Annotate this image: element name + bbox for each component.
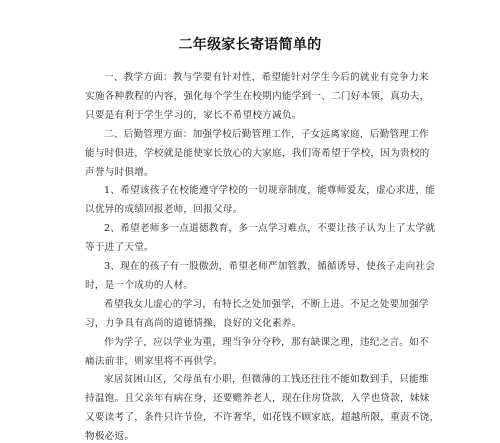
paragraph-line: 习，力争具有高尚的道德情操，良好的文化素养。: [85, 317, 302, 329]
paragraph-line: 希望我女儿虚心的学习，有特长之处加强学，不断上进。不足之处要加强学: [104, 298, 429, 310]
paragraph-line: 二、后勤管理方面：加强学校后勤管理工作，子女远离家庭，后勤管理工作: [104, 128, 429, 140]
paragraph-line: 作为学子，应以学业为重，理当争分夺秒，那有缺课之理，违纪之言。如不: [104, 336, 429, 348]
paragraph-line: 持温饱。且父亲年有病在身，还要赡养老人，现在住房贷款，入学也贷款，妹妹: [85, 393, 430, 405]
paragraph-line: 痛法前非，则家里将不再供学。: [85, 355, 223, 367]
paragraph-line: 声誉与时俱增。: [85, 166, 154, 178]
paragraph-line: 2、希望老师多一点道德教育，多一点学习难点，不要让孩子认为上了大学就: [104, 223, 436, 235]
paragraph-line: 等于进了天堂。: [85, 242, 154, 254]
paragraph-line: 物极必返。: [85, 431, 135, 443]
paragraph-line: 实施各种教程的内容，强化每个学生在校期内能学到一、二门好本领，真功夫，: [85, 90, 430, 102]
paragraph-line: 只要是有利于学生学习的，家长不希望校方减负。: [85, 109, 302, 121]
paragraph-line: 1、希望该孩子在校能遵守学校的一切规章制度，能尊师爱友，虚心求进，能: [104, 185, 436, 197]
paragraph-line: 又要读考了，条件只许节俭，不许奢华，如花钱不顾家底，超越所限，重责不饶，: [85, 412, 440, 424]
paragraph-line: 以优异的成绩回报老师，回报父母。: [85, 204, 243, 216]
paragraph-line: 能与时俱进，学校就是能使家长放心的大家庭，我们寄希望于学校，因为贵校的: [85, 147, 430, 159]
paragraph-line: 一、教学方面：教与学要有针对性，希望能针对学生今后的就业有竞争力来: [104, 72, 429, 83]
paragraph-line: 时，是一个成功的人材。: [85, 279, 194, 291]
paragraph-line: 家居贫困山区，父母虽有小职，但微薄的工钱还往往不能如数到手，只能维: [104, 374, 429, 386]
document-title: 二年级家长寄语简单的: [178, 37, 322, 53]
paragraph-line: 3、现在的孩子有一股傲劲，希望老师严加管教，循循诱导，使孩子走向社会: [104, 261, 436, 272]
